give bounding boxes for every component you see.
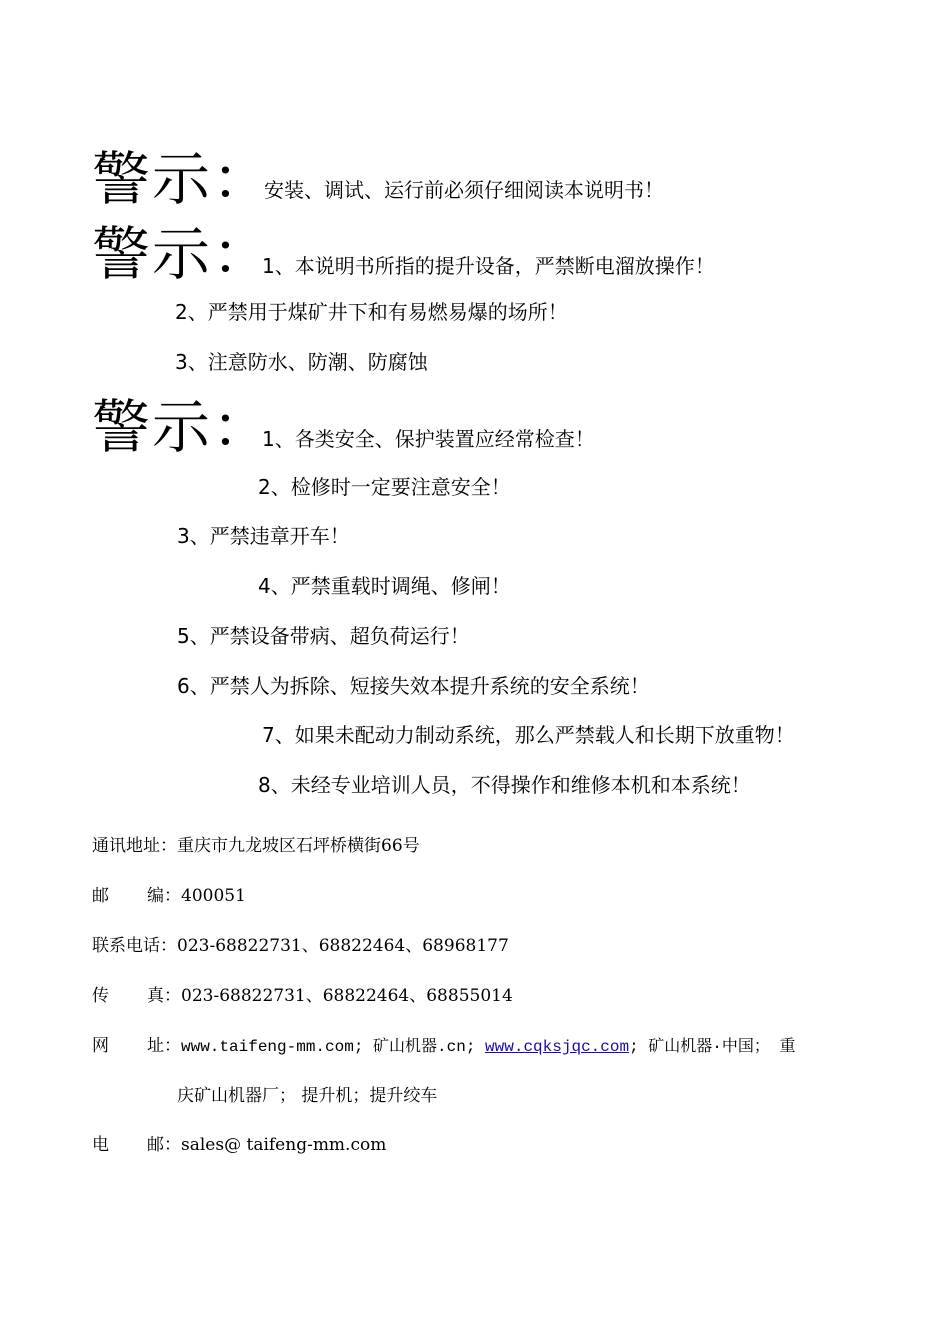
email-label-a: 电 — [92, 1135, 109, 1155]
fax-label-a: 传 — [92, 986, 109, 1006]
warning-3-line-8: 8、未经专业培训人员，不得操作和维修本机和本系统！ — [258, 773, 751, 797]
website-list-line-2: 庆矿山机器厂； 提升机；提升绞车 — [177, 1086, 438, 1106]
warning-3-line-7: 7、如果未配动力制动系统，那么严禁载人和长期下放重物！ — [262, 723, 795, 747]
email-label-b: 邮： — [147, 1135, 181, 1155]
warning-3-line-6: 6、严禁人为拆除、短接失效本提升系统的安全系统！ — [177, 674, 650, 698]
website-link[interactable]: www.cqksjqc.com — [485, 1038, 630, 1056]
warning-2-line-3: 3、注意防水、防潮、防腐蚀 — [175, 350, 428, 374]
warning-3-line-2: 2、检修时一定要注意安全！ — [258, 475, 511, 499]
warning-2-line-1: 1、本说明书所指的提升设备，严禁断电溜放操作！ — [262, 254, 715, 278]
address-value: 重庆市九龙坡区石坪桥横街66号 — [177, 836, 420, 856]
warning-3-line-5: 5、严禁设备带病、超负荷运行！ — [177, 624, 470, 648]
postcode-label-b: 编： — [147, 886, 181, 906]
postcode-label-a: 邮 — [92, 886, 109, 906]
fax-row — [92, 988, 513, 1005]
warning-3-line-1: 1、各类安全、保护装置应经常检查！ — [262, 427, 595, 451]
phone-value: 023-68822731、68822464、68968177 — [177, 936, 509, 956]
warning-1-line-1: 安装、调试、运行前必须仔细阅读本说明书！ — [264, 178, 664, 202]
warning-heading-2: 警示： — [92, 220, 273, 288]
website-label-b: 址： — [147, 1036, 181, 1056]
website-list-part-2: ; 矿山机器·中国； 重 — [629, 1038, 796, 1056]
phone-label: 联系电话： — [92, 936, 177, 956]
fax-value: 023-68822731、68822464、68855014 — [181, 986, 513, 1006]
warning-3-line-4: 4、严禁重载时调绳、修闸！ — [258, 574, 511, 598]
warning-3-line-3: 3、严禁违章开车！ — [177, 524, 350, 548]
website-list-part-1: www.taifeng-mm.com; 矿山机器.cn; — [181, 1038, 486, 1056]
address-row — [92, 838, 420, 855]
postcode-value: 400051 — [181, 886, 246, 906]
address-label: 通讯地址： — [92, 836, 177, 856]
email-value: sales@ taifeng-mm.com — [181, 1135, 387, 1155]
website-row — [92, 1038, 796, 1055]
fax-label-b: 真： — [147, 986, 181, 1006]
email-row — [92, 1137, 386, 1154]
postcode-row — [92, 888, 246, 905]
website-label-a: 网 — [92, 1036, 109, 1056]
website-row-continued — [177, 1088, 437, 1105]
warning-heading-3: 警示： — [92, 393, 273, 461]
phone-row — [92, 938, 509, 955]
warning-2-line-2: 2、严禁用于煤矿井下和有易燃易爆的场所！ — [175, 300, 568, 324]
warning-heading-1: 警示： — [92, 145, 273, 213]
